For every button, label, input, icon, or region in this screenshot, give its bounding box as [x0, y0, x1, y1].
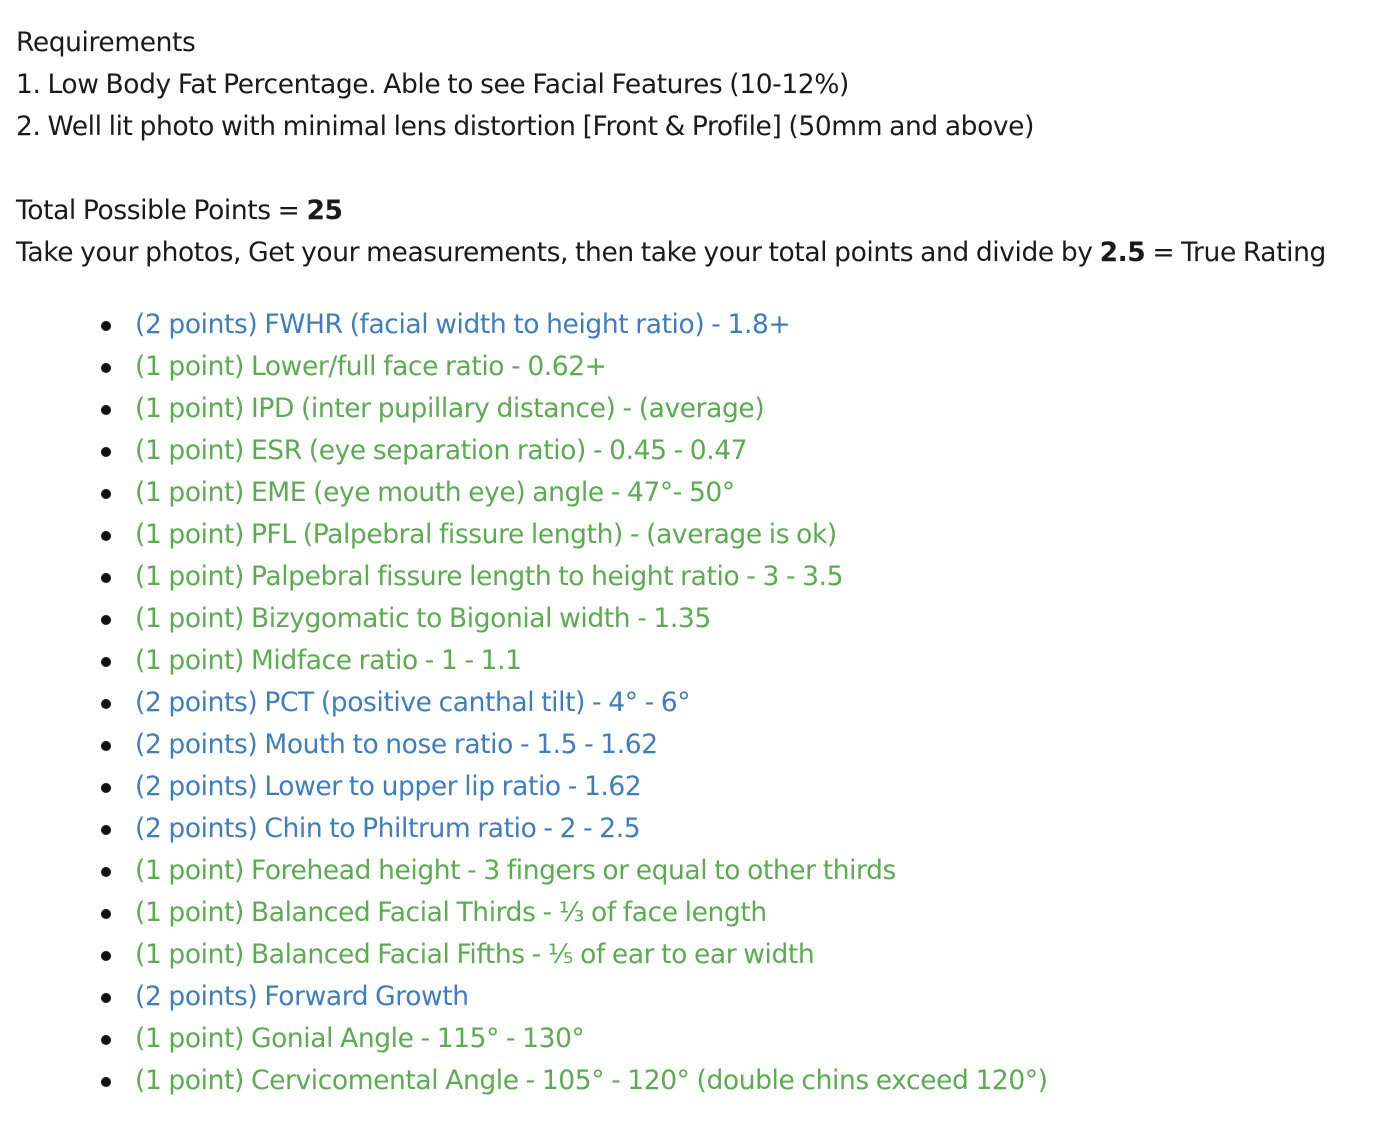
criteria-item: [16, 472, 1372, 514]
criteria-text: (2 points) Forward Growth: [135, 981, 469, 1012]
criteria-text: (2 points) Chin to Philtrum ratio - 2 - 2.5: [135, 813, 641, 844]
bullet-icon: [101, 951, 111, 961]
bullet-icon: [101, 993, 111, 1003]
bullet-icon: [101, 783, 111, 793]
document: [16, 22, 1372, 1102]
bullet-icon: [101, 657, 111, 667]
bullet-icon: [101, 825, 111, 835]
criteria-text: (2 points) FWHR (facial width to height ratio) - 1.8+: [135, 309, 791, 340]
divisor-value: 2.5: [1099, 237, 1146, 268]
instruction-suffix: = True Rating: [1145, 237, 1326, 268]
criteria-text: (1 point) Gonial Angle - 115° - 130°: [135, 1023, 585, 1054]
bullet-icon: [101, 405, 111, 415]
bullet-icon: [101, 1035, 111, 1045]
criteria-item: [16, 430, 1372, 472]
criteria-text: (2 points) PCT (positive canthal tilt) - 4° - 6°: [135, 687, 691, 718]
criteria-item: [16, 934, 1372, 976]
requirement-item-2: 2. Well lit photo with minimal lens distortion [Front & Profile] (50mm and above): [16, 111, 1035, 142]
bullet-icon: [101, 321, 111, 331]
criteria-item: [16, 514, 1372, 556]
criteria-item: [16, 1060, 1372, 1102]
criteria-text: (1 point) Bizygomatic to Bigonial width - 1.35: [135, 603, 711, 634]
criteria-item: [16, 640, 1372, 682]
criteria-text: (1 point) PFL (Palpebral fissure length) - (average is ok): [135, 519, 837, 550]
criteria-text: (1 point) ESR (eye separation ratio) - 0.45 - 0.47: [135, 435, 748, 466]
criteria-text: (1 point) Midface ratio - 1 - 1.1: [135, 645, 522, 676]
total-points-value: 25: [306, 195, 343, 226]
criteria-item: [16, 388, 1372, 430]
bullet-icon: [101, 909, 111, 919]
requirements-heading: Requirements: [16, 27, 196, 58]
criteria-item: [16, 892, 1372, 934]
bullet-icon: [101, 363, 111, 373]
bullet-icon: [101, 699, 111, 709]
criteria-text: (2 points) Mouth to nose ratio - 1.5 - 1.62: [135, 729, 658, 760]
criteria-item: [16, 724, 1372, 766]
bullet-icon: [101, 489, 111, 499]
total-points-line: [16, 190, 1372, 232]
bullet-icon: [101, 741, 111, 751]
criteria-item: [16, 682, 1372, 724]
bullet-icon: [101, 531, 111, 541]
requirement-item-1: 1. Low Body Fat Percentage. Able to see Facial Features (10-12%): [16, 69, 849, 100]
spacer: [16, 148, 1372, 190]
criteria-item: [16, 850, 1372, 892]
bullet-icon: [101, 1077, 111, 1087]
criteria-text: (1 point) Balanced Facial Fifths - ⅕ of ear to ear width: [135, 939, 815, 970]
instruction-prefix: Take your photos, Get your measurements, then take your total points and divide by: [16, 237, 1100, 268]
criteria-list: [16, 304, 1372, 1102]
criteria-item: [16, 556, 1372, 598]
criteria-item: [16, 808, 1372, 850]
criteria-text: (1 point) EME (eye mouth eye) angle - 47°- 50°: [135, 477, 735, 508]
criteria-text: (1 point) IPD (inter pupillary distance) - (average): [135, 393, 765, 424]
criteria-text: (1 point) Palpebral fissure length to height ratio - 3 - 3.5: [135, 561, 844, 592]
criteria-text: (1 point) Balanced Facial Thirds - ⅓ of face length: [135, 897, 767, 928]
criteria-item: [16, 346, 1372, 388]
criteria-text: (1 point) Forehead height - 3 fingers or equal to other thirds: [135, 855, 896, 886]
instruction-line: [16, 232, 1372, 274]
bullet-icon: [101, 447, 111, 457]
criteria-item: [16, 1018, 1372, 1060]
bullet-icon: [101, 615, 111, 625]
bullet-icon: [101, 867, 111, 877]
criteria-text: (1 point) Lower/full face ratio - 0.62+: [135, 351, 607, 382]
criteria-item: [16, 976, 1372, 1018]
criteria-item: [16, 598, 1372, 640]
criteria-text: (1 point) Cervicomental Angle - 105° - 120° (double chins exceed 120°): [135, 1065, 1048, 1096]
criteria-text: (2 points) Lower to upper lip ratio - 1.62: [135, 771, 642, 802]
total-points-label: Total Possible Points =: [16, 195, 307, 226]
criteria-item: [16, 304, 1372, 346]
bullet-icon: [101, 573, 111, 583]
criteria-item: [16, 766, 1372, 808]
